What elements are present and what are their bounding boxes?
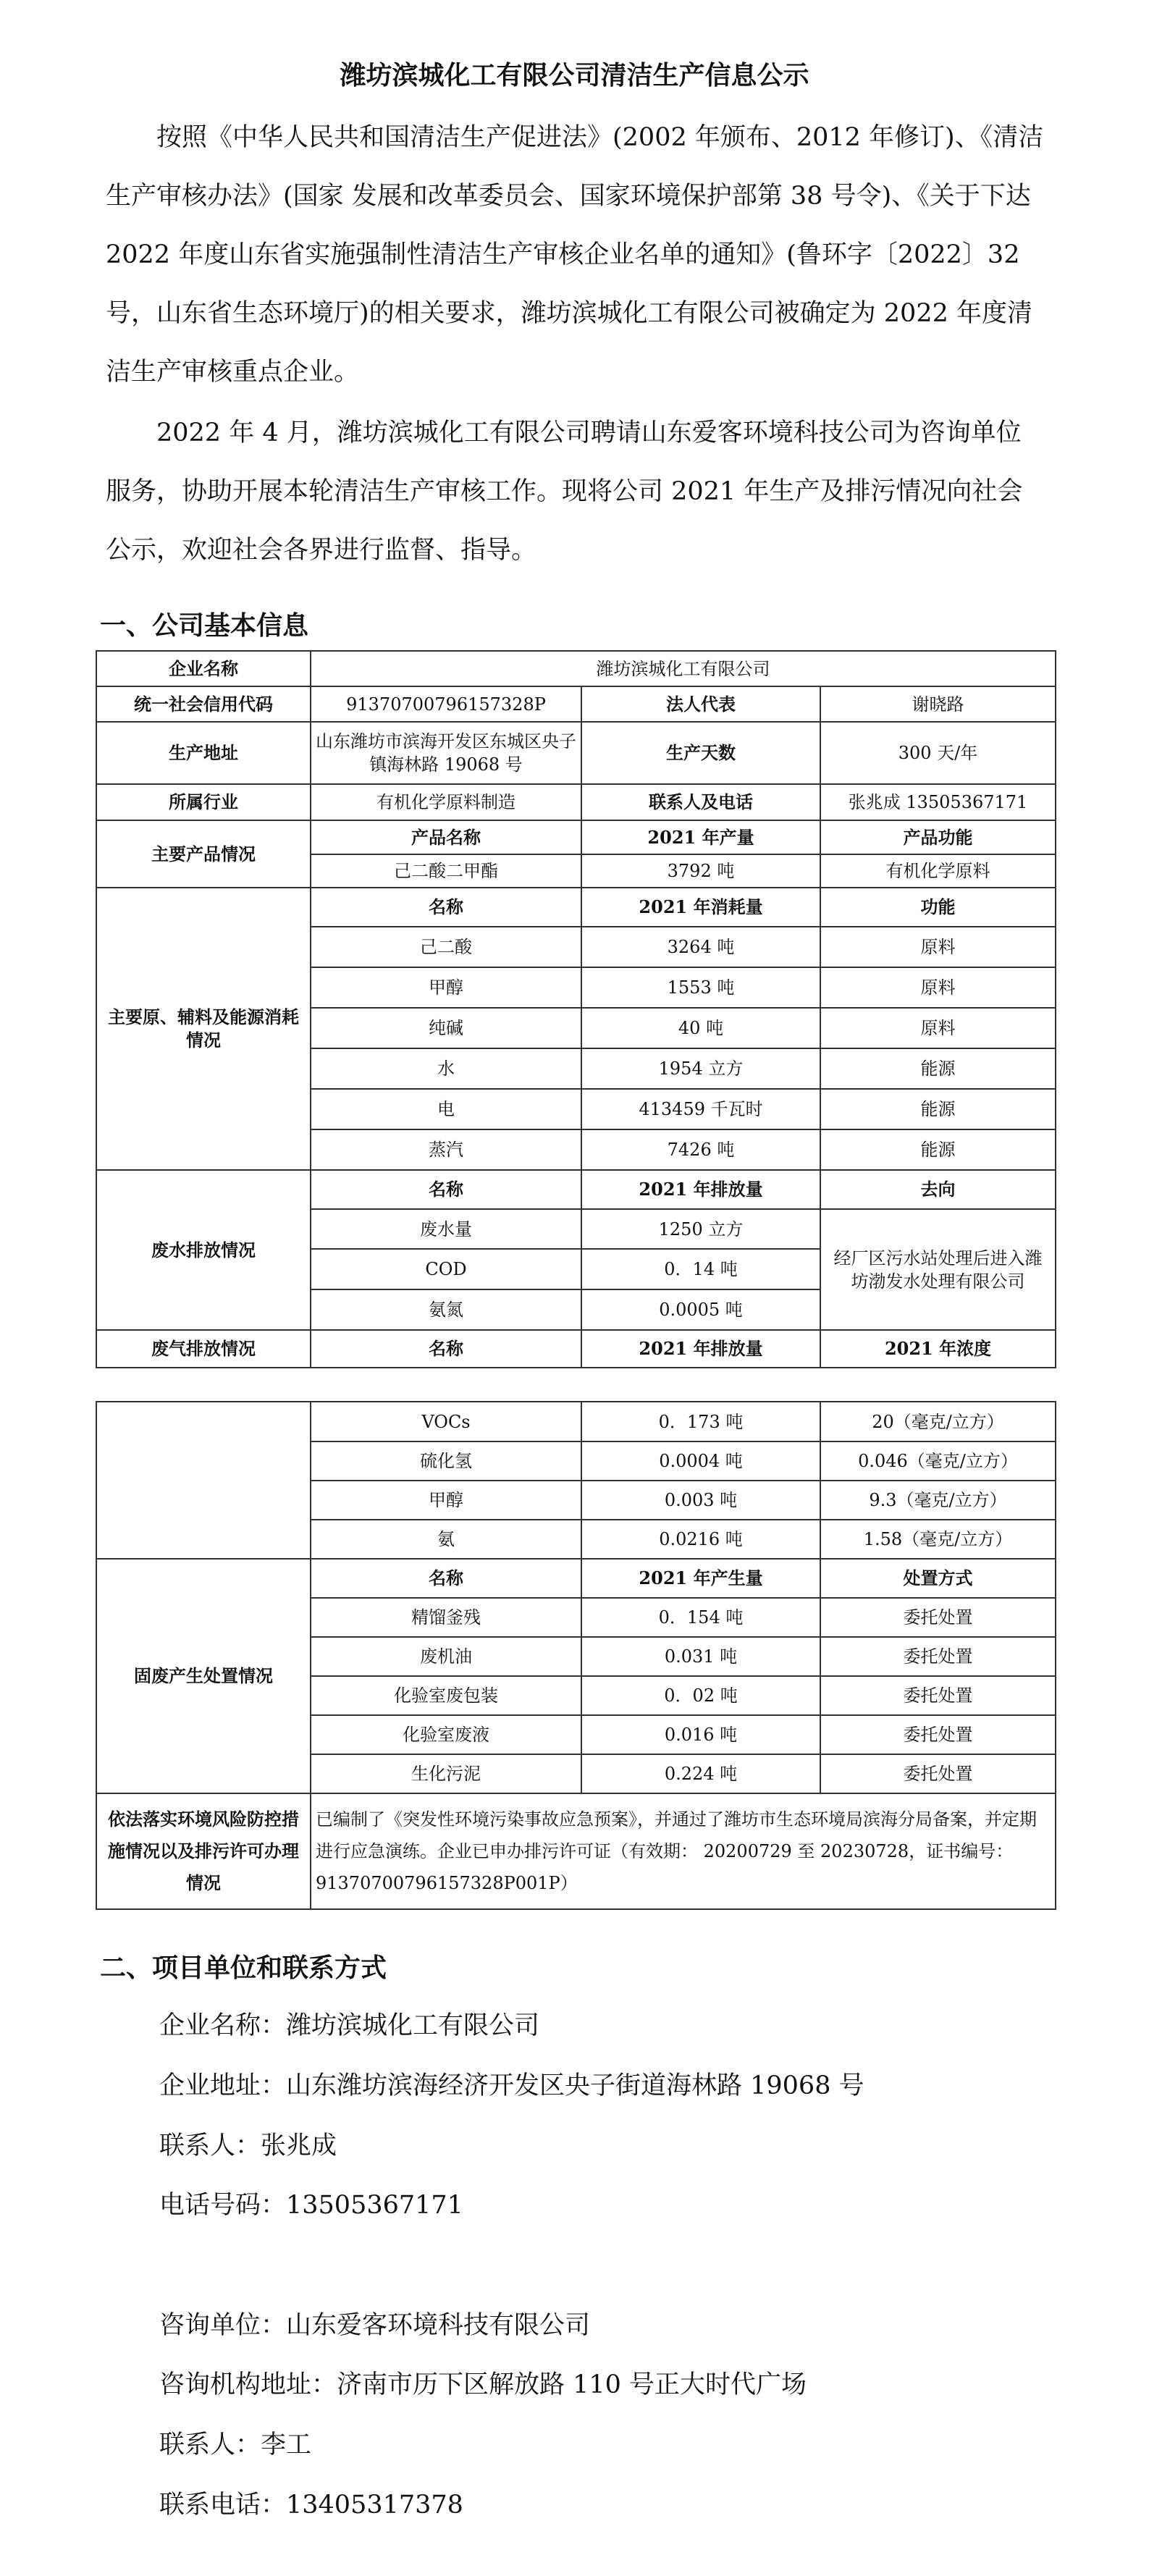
cell-value: 化验室废液 — [311, 1715, 581, 1754]
cell-value: 电 — [311, 1089, 581, 1129]
cell-value: 精馏釜残 — [311, 1598, 581, 1637]
cell-value: 委托处置 — [820, 1676, 1056, 1715]
consultant-contact-person: 联系人：李工 — [159, 2430, 312, 2459]
cell-label: 生产天数 — [581, 722, 820, 784]
cell-value: 山东潍坊市滨海开发区东城区央子镇海林路 19068 号 — [311, 722, 581, 784]
cell-value: 经厂区污水站处理后进入潍坊渤发水处理有限公司 — [820, 1209, 1056, 1330]
cell-value: 能源 — [820, 1048, 1056, 1089]
cell-label: 生产地址 — [96, 722, 311, 784]
cell-value: 1553 吨 — [581, 967, 820, 1008]
column-header: 2021 年排放量 — [581, 1170, 820, 1209]
column-header: 2021 年产生量 — [581, 1559, 820, 1598]
cell-value: 委托处置 — [820, 1754, 1056, 1793]
cell-value: 0.0004 吨 — [581, 1441, 820, 1481]
cell-value: 300 天/年 — [820, 722, 1056, 784]
contact-person: 联系人：张兆成 — [159, 2131, 337, 2160]
cell-value: 20（毫克/立方） — [820, 1402, 1056, 1441]
basic-info-table — [96, 650, 1056, 1368]
table-row — [96, 820, 1056, 854]
consultant-phone: 联系电话：13405317378 — [159, 2491, 463, 2520]
cell-value: COD — [311, 1249, 581, 1289]
cell-value: 原料 — [820, 927, 1056, 967]
cell-label: 统一社会信用代码 — [96, 686, 311, 722]
cell-value: 0.224 吨 — [581, 1754, 820, 1793]
cell-value: 0.046（毫克/立方） — [820, 1441, 1056, 1481]
cell-value: 有机化学原料 — [820, 854, 1056, 888]
emissions-table-continued — [96, 1401, 1056, 1910]
column-header: 2021 年浓度 — [820, 1330, 1056, 1368]
column-header: 2021 年产量 — [581, 820, 820, 854]
cell-value: 原料 — [820, 967, 1056, 1008]
table-row — [96, 888, 1056, 927]
cell-value: 能源 — [820, 1129, 1056, 1170]
cell-value: 生化污泥 — [311, 1754, 581, 1793]
contact-company-address: 企业地址：山东潍坊滨海经济开发区央子街道海林路 19068 号 — [159, 2071, 864, 2100]
cell-empty — [96, 1402, 311, 1559]
cell-value: VOCs — [311, 1402, 581, 1441]
cell-value: 委托处置 — [820, 1598, 1056, 1637]
cell-label: 主要产品情况 — [96, 820, 311, 888]
cell-label: 依法落实环境风险防控措施情况以及排污许可办理情况 — [96, 1793, 311, 1909]
page-title: 潍坊滨城化工有限公司清洁生产信息公示 — [340, 60, 809, 91]
cell-value: 潍坊滨城化工有限公司 — [311, 651, 1056, 686]
contact-phone: 电话号码：13505367171 — [159, 2191, 463, 2220]
cell-label: 废气排放情况 — [96, 1330, 311, 1368]
column-header: 功能 — [820, 888, 1056, 927]
cell-label: 联系人及电话 — [581, 784, 820, 820]
cell-value: 委托处置 — [820, 1637, 1056, 1676]
cell-value: 0．173 吨 — [581, 1402, 820, 1441]
column-header: 产品名称 — [311, 820, 581, 854]
cell-value: 委托处置 — [820, 1715, 1056, 1754]
table-row — [96, 784, 1056, 820]
cell-value: 化验室废包装 — [311, 1676, 581, 1715]
engagement-paragraph: 2022 年 4 月，潍坊滨城化工有限公司聘请山东爱客环境科技公司为咨询单位服务，协助开展本轮清洁生产审核工作。现将公司 2021 年生产及排污情况向社会公示，欢迎社会各界进行监督、指导。 — [106, 418, 1023, 565]
cell-value: 3264 吨 — [581, 927, 820, 967]
cell-value: 0．14 吨 — [581, 1249, 820, 1289]
cell-value: 水 — [311, 1048, 581, 1089]
table-row — [96, 1793, 1056, 1909]
column-header: 去向 — [820, 1170, 1056, 1209]
cell-value: 氨 — [311, 1520, 581, 1559]
cell-value: 0.003 吨 — [581, 1481, 820, 1520]
table-row — [96, 651, 1056, 686]
cell-label: 企业名称 — [96, 651, 311, 686]
cell-value: 纯碱 — [311, 1008, 581, 1048]
section-heading-contacts: 二、项目单位和联系方式 — [100, 1953, 387, 1983]
column-header: 名称 — [311, 1330, 581, 1368]
cell-value: 谢晓路 — [820, 686, 1056, 722]
cell-value: 蒸汽 — [311, 1129, 581, 1170]
cell-value: 硫化氢 — [311, 1441, 581, 1481]
consultant-name: 咨询单位：山东爱客环境科技有限公司 — [159, 2311, 591, 2340]
table-row — [96, 1170, 1056, 1209]
cell-value: 0.0005 吨 — [581, 1289, 820, 1330]
table-row — [96, 1402, 1056, 1441]
table-row — [96, 1330, 1056, 1368]
cell-value: 3792 吨 — [581, 854, 820, 888]
cell-label: 所属行业 — [96, 784, 311, 820]
cell-value: 有机化学原料制造 — [311, 784, 581, 820]
cell-value: 1.58（毫克/立方） — [820, 1520, 1056, 1559]
column-header: 处置方式 — [820, 1559, 1056, 1598]
cell-value: 7426 吨 — [581, 1129, 820, 1170]
cell-label: 固废产生处置情况 — [96, 1559, 311, 1793]
cell-value: 氨氮 — [311, 1289, 581, 1330]
cell-value: 413459 千瓦时 — [581, 1089, 820, 1129]
intro-paragraph: 按照《中华人民共和国清洁生产促进法》(2002 年颁布、2012 年修订)、《清洁生产审核办法》(国家 发展和改革委员会、国家环境保护部第 38 号令)、《关于下达 2022 年度山东省实施强制性清洁生产审核企业名单的通知》(鲁环字〔2022〕32 号，山东省生态环境厅)的相关要求，潍坊滨城化工有限公司被确定为 2022 年度清洁生产审核重点企业。 — [106, 123, 1044, 387]
cell-value: 9.3（毫克/立方） — [820, 1481, 1056, 1520]
table-row — [96, 686, 1056, 722]
cell-value: 原料 — [820, 1008, 1056, 1048]
cell-value: 40 吨 — [581, 1008, 820, 1048]
cell-value: 0．154 吨 — [581, 1598, 820, 1637]
column-header: 名称 — [311, 1170, 581, 1209]
cell-value: 0.0216 吨 — [581, 1520, 820, 1559]
table-row — [96, 722, 1056, 784]
cell-value: 能源 — [820, 1089, 1056, 1129]
cell-label: 废水排放情况 — [96, 1170, 311, 1330]
table-row — [96, 1559, 1056, 1598]
cell-value: 甲醇 — [311, 967, 581, 1008]
column-header: 名称 — [311, 1559, 581, 1598]
cell-value: 甲醇 — [311, 1481, 581, 1520]
consultant-address: 咨询机构地址：济南市历下区解放路 110 号正大时代广场 — [159, 2370, 807, 2399]
cell-label: 主要原、辅料及能源消耗情况 — [96, 888, 311, 1170]
cell-value: 已编制了《突发性环境污染事故应急预案》，并通过了潍坊市生态环境局滨海分局备案，并定期进行应急演练。企业已申办排污许可证（有效期： 20200729 至 20230728，证书编号：91370700796157328P001P） — [311, 1793, 1056, 1909]
cell-value: 91370700796157328P — [311, 686, 581, 722]
cell-value: 1954 立方 — [581, 1048, 820, 1089]
cell-value: 己二酸 — [311, 927, 581, 967]
column-header: 2021 年排放量 — [581, 1330, 820, 1368]
section-heading-basic-info: 一、公司基本信息 — [100, 610, 309, 641]
cell-label: 法人代表 — [581, 686, 820, 722]
cell-value: 己二酸二甲酯 — [311, 854, 581, 888]
column-header: 名称 — [311, 888, 581, 927]
cell-value: 0.016 吨 — [581, 1715, 820, 1754]
contact-company-name: 企业名称：潍坊滨城化工有限公司 — [159, 2011, 540, 2040]
cell-value: 0．02 吨 — [581, 1676, 820, 1715]
cell-value: 1250 立方 — [581, 1209, 820, 1249]
column-header: 产品功能 — [820, 820, 1056, 854]
cell-value: 0.031 吨 — [581, 1637, 820, 1676]
cell-value: 张兆成 13505367171 — [820, 784, 1056, 820]
column-header: 2021 年消耗量 — [581, 888, 820, 927]
cell-value: 废水量 — [311, 1209, 581, 1249]
cell-value: 废机油 — [311, 1637, 581, 1676]
